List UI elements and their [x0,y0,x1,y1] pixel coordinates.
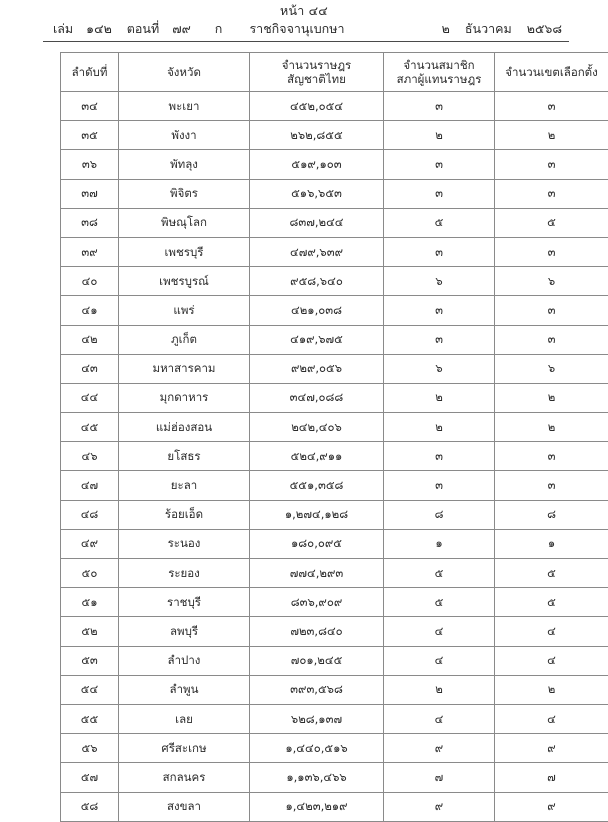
part-label: ตอนที่ [127,18,159,40]
cell-province: มหาสารคาม [119,354,250,383]
cell-province: พัทลุง [119,150,250,179]
cell-districts: ๓ [495,325,608,354]
cell-population: ๗๗๔,๒๙๓ [250,559,384,588]
cell-population: ๖๒๘,๑๓๗ [250,704,384,733]
cell-members: ๓ [384,92,495,121]
cell-sequence: ๕๒ [61,617,119,646]
cell-districts: ๕ [495,588,608,617]
cell-sequence: ๕๘ [61,792,119,821]
table-row [61,529,608,558]
cell-province: สกลนคร [119,763,250,792]
cell-population: ๔๒๑,๐๓๘ [250,296,384,325]
table-row [61,179,608,208]
table-row [61,704,608,733]
cell-population: ๘๓๖,๙๐๙ [250,588,384,617]
cell-members: ๗ [384,763,495,792]
table-row [61,150,608,179]
cell-province: พะเยา [119,92,250,121]
cell-population: ๗๐๑,๒๔๕ [250,646,384,675]
date-month: ธันวาคม [465,18,512,40]
cell-members: ๓ [384,442,495,471]
cell-members: ๕ [384,559,495,588]
table-row [61,121,608,150]
column-header-districts: จำนวนเขตเลือกตั้ง [495,53,608,92]
cell-districts: ๒ [495,383,608,412]
part-number: ๗๙ [172,18,191,40]
cell-population: ๓๔๗,๐๘๘ [250,383,384,412]
running-head [0,0,608,40]
cell-sequence: ๕๖ [61,734,119,763]
cell-province: เลย [119,704,250,733]
cell-population: ๗๒๓,๘๔๐ [250,617,384,646]
date-year: ๒๕๖๘ [527,18,562,40]
cell-sequence: ๕๔ [61,675,119,704]
page-number-line [0,0,608,18]
cell-members: ๓ [384,150,495,179]
cell-sequence: ๕๗ [61,763,119,792]
cell-sequence: ๕๓ [61,646,119,675]
cell-members: ๔ [384,617,495,646]
table-row [61,792,608,821]
census-table [60,52,608,822]
cell-districts: ๘ [495,500,608,529]
cell-province: ระนอง [119,529,250,558]
table-row [61,237,608,266]
volume-label: เล่ม [53,18,73,40]
cell-sequence: ๓๙ [61,237,119,266]
column-header-members-line2: สภาผู้แทนราษฎร [384,72,494,86]
column-header-province: จังหวัด [119,53,250,92]
cell-members: ๒ [384,121,495,150]
cell-districts: ๖ [495,354,608,383]
cell-members: ๒ [384,383,495,412]
cell-province: ลพบุรี [119,617,250,646]
cell-districts: ๓ [495,296,608,325]
cell-districts: ๔ [495,646,608,675]
cell-sequence: ๔๒ [61,325,119,354]
cell-province: ราชบุรี [119,588,250,617]
table-body [61,92,608,822]
cell-province: ร้อยเอ็ด [119,500,250,529]
cell-sequence: ๓๕ [61,121,119,150]
cell-members: ๒ [384,675,495,704]
table-row [61,617,608,646]
cell-population: ๔๗๙,๖๓๙ [250,237,384,266]
cell-population: ๕๑๖,๖๕๓ [250,179,384,208]
table-row [61,559,608,588]
publication-date-group [442,18,562,40]
table-row [61,92,608,121]
cell-province: มุกดาหาร [119,383,250,412]
cell-province: ภูเก็ต [119,325,250,354]
header-rule [43,41,569,42]
cell-province: ยโสธร [119,442,250,471]
table-row [61,208,608,237]
cell-province: ระยอง [119,559,250,588]
table-row [61,325,608,354]
cell-members: ๙ [384,792,495,821]
cell-members: ๕ [384,588,495,617]
cell-districts: ๓ [495,237,608,266]
cell-population: ๑๘๐,๐๙๕ [250,529,384,558]
cell-members: ๓ [384,179,495,208]
cell-sequence: ๔๖ [61,442,119,471]
gazette-identifier-line [0,18,608,40]
cell-population: ๙๕๘,๖๔๐ [250,267,384,296]
cell-province: พังงา [119,121,250,150]
cell-districts: ๒ [495,675,608,704]
cell-members: ๙ [384,734,495,763]
table-row [61,588,608,617]
cell-sequence: ๔๙ [61,529,119,558]
cell-districts: ๙ [495,792,608,821]
cell-province: สงขลา [119,792,250,821]
table-row [61,267,608,296]
cell-members: ๓ [384,296,495,325]
cell-members: ๓ [384,471,495,500]
cell-province: เพชรบูรณ์ [119,267,250,296]
cell-districts: ๓ [495,442,608,471]
cell-province: ศรีสะเกษ [119,734,250,763]
cell-sequence: ๔๑ [61,296,119,325]
table-row [61,734,608,763]
cell-districts: ๔ [495,617,608,646]
cell-province: เพชรบุรี [119,237,250,266]
cell-members: ๓ [384,325,495,354]
cell-districts: ๓ [495,179,608,208]
cell-population: ๔๑๙,๖๗๕ [250,325,384,354]
section-letter: ก [215,18,223,40]
cell-province: แม่ฮ่องสอน [119,413,250,442]
cell-members: ๘ [384,500,495,529]
cell-districts: ๓ [495,150,608,179]
cell-districts: ๒ [495,121,608,150]
cell-population: ๑,๔๒๓,๒๑๙ [250,792,384,821]
cell-members: ๓ [384,237,495,266]
cell-population: ๕๑๙,๑๐๓ [250,150,384,179]
cell-province: แพร่ [119,296,250,325]
table-row [61,354,608,383]
table-row [61,296,608,325]
cell-population: ๘๓๗,๒๔๔ [250,208,384,237]
page-number: ๔๔ [309,3,328,18]
cell-population: ๔๕๒,๐๕๔ [250,92,384,121]
cell-members: ๕ [384,208,495,237]
cell-sequence: ๔๕ [61,413,119,442]
column-header-members-line1: จำนวนสมาชิก [384,58,494,72]
volume-number: ๑๔๒ [86,18,112,40]
cell-districts: ๗ [495,763,608,792]
cell-sequence: ๕๑ [61,588,119,617]
page-label: หน้า [280,3,304,18]
cell-districts: ๖ [495,267,608,296]
date-day: ๒ [442,18,450,40]
cell-sequence: ๕๕ [61,704,119,733]
cell-province: ลำพูน [119,675,250,704]
cell-population: ๑,๔๔๐,๕๑๖ [250,734,384,763]
cell-districts: ๕ [495,559,608,588]
table-row [61,763,608,792]
table-row [61,646,608,675]
cell-sequence: ๔๐ [61,267,119,296]
cell-districts: ๓ [495,471,608,500]
table-header [61,53,608,92]
cell-members: ๑ [384,529,495,558]
cell-population: ๒๖๒,๘๕๕ [250,121,384,150]
cell-districts: ๓ [495,92,608,121]
table-row [61,675,608,704]
table-row [61,442,608,471]
cell-province: ลำปาง [119,646,250,675]
cell-population: ๙๒๙,๐๕๖ [250,354,384,383]
cell-population: ๑,๑๓๖,๔๖๖ [250,763,384,792]
cell-members: ๔ [384,646,495,675]
cell-population: ๑,๒๗๔,๑๒๘ [250,500,384,529]
column-header-members [384,53,495,92]
table-row [61,471,608,500]
cell-population: ๒๔๒,๔๐๖ [250,413,384,442]
table-row [61,500,608,529]
cell-sequence: ๓๔ [61,92,119,121]
cell-districts: ๑ [495,529,608,558]
column-header-sequence: ลำดับที่ [61,53,119,92]
cell-districts: ๕ [495,208,608,237]
cell-sequence: ๕๐ [61,559,119,588]
column-header-population-line1: จำนวนราษฎร [250,58,383,72]
cell-members: ๒ [384,413,495,442]
cell-sequence: ๓๖ [61,150,119,179]
census-table-container [60,52,548,822]
cell-province: ยะลา [119,471,250,500]
cell-districts: ๔ [495,704,608,733]
cell-province: พิจิตร [119,179,250,208]
table-header-row [61,53,608,92]
cell-sequence: ๓๗ [61,179,119,208]
cell-sequence: ๔๘ [61,500,119,529]
cell-sequence: ๔๗ [61,471,119,500]
table-row [61,383,608,412]
cell-population: ๓๙๓,๕๖๘ [250,675,384,704]
cell-members: ๖ [384,267,495,296]
cell-members: ๖ [384,354,495,383]
cell-districts: ๙ [495,734,608,763]
cell-sequence: ๓๘ [61,208,119,237]
cell-province: พิษณุโลก [119,208,250,237]
cell-districts: ๒ [495,413,608,442]
column-header-population [250,53,384,92]
cell-population: ๕๕๑,๓๕๘ [250,471,384,500]
column-header-population-line2: สัญชาติไทย [250,72,383,86]
publication-name: ราชกิจจานุเบกษา [0,18,608,40]
cell-members: ๔ [384,704,495,733]
cell-sequence: ๔๔ [61,383,119,412]
table-row [61,413,608,442]
cell-population: ๕๒๔,๙๑๑ [250,442,384,471]
cell-sequence: ๔๓ [61,354,119,383]
